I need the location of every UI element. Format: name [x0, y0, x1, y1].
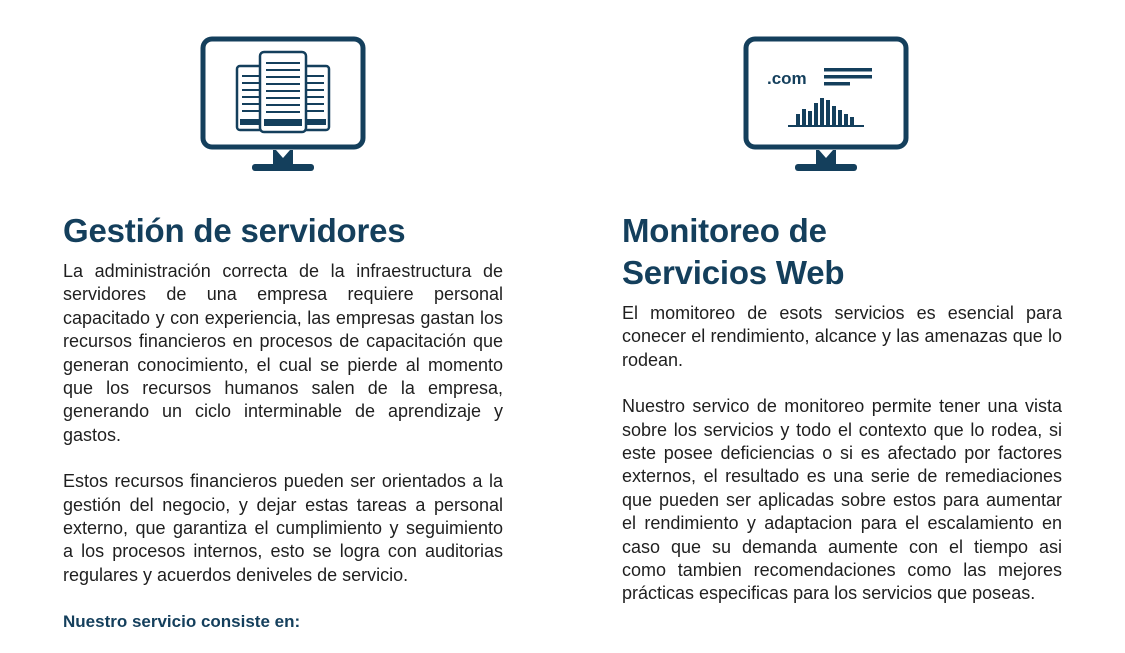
paragraph: Nuestro servico de monitoreo permite tener una vista sobre los servicios y todo el contexto que lo rodea, si este posee deficiencias o si es afectado por factores externos, el resultado es una serie de remediaciones que pueden ser aplicadas sobre estos para aumentar el rendimiento y adaptacion para el escalamiento en caso que su demanda aumente con el tiempo asi como tambien recomendaciones como las mejores prácticas especificas para los servicios que poseas.: [622, 396, 1062, 604]
title-line-2: Servicios Web: [622, 254, 845, 291]
section-body: [63, 260, 503, 633]
title-line-1: Monitoreo de: [622, 212, 827, 249]
section-body: [622, 302, 1062, 629]
paragraph: Estos recursos financieros pueden ser orientados a la gestión del negocio, y dejar estas tareas a personal externo, que garantiza el cumplimiento y seguimiento a los procesos internos, esto se logra con auditorias regulares y acuerdos deniveles de servicio.: [63, 471, 503, 585]
section-title: Gestión de servidores: [63, 212, 406, 249]
paragraph: El momitoreo de esots servicios es esencial para conecer el rendimiento, alcance y las amenazas que lo rodean.: [622, 303, 1062, 370]
dotcom-label: .com: [767, 69, 807, 88]
paragraph: La administración correcta de la infraestructura de servidores de una empresa requiere personal capacitado y con experiencia, las empresas gastan los recursos financieros en procesos de capacitación que generan conocimiento, el cual se pierde al momento que los recursos humanos salen de la empresa, generando un ciclo interminable de aprendizaje y gastos.: [63, 261, 503, 445]
web-monitor-icon: [743, 36, 909, 176]
section-title: [622, 210, 1062, 294]
service-subheading: Nuestro servicio consiste en:: [63, 612, 301, 632]
server-monitor-icon: [200, 36, 366, 176]
